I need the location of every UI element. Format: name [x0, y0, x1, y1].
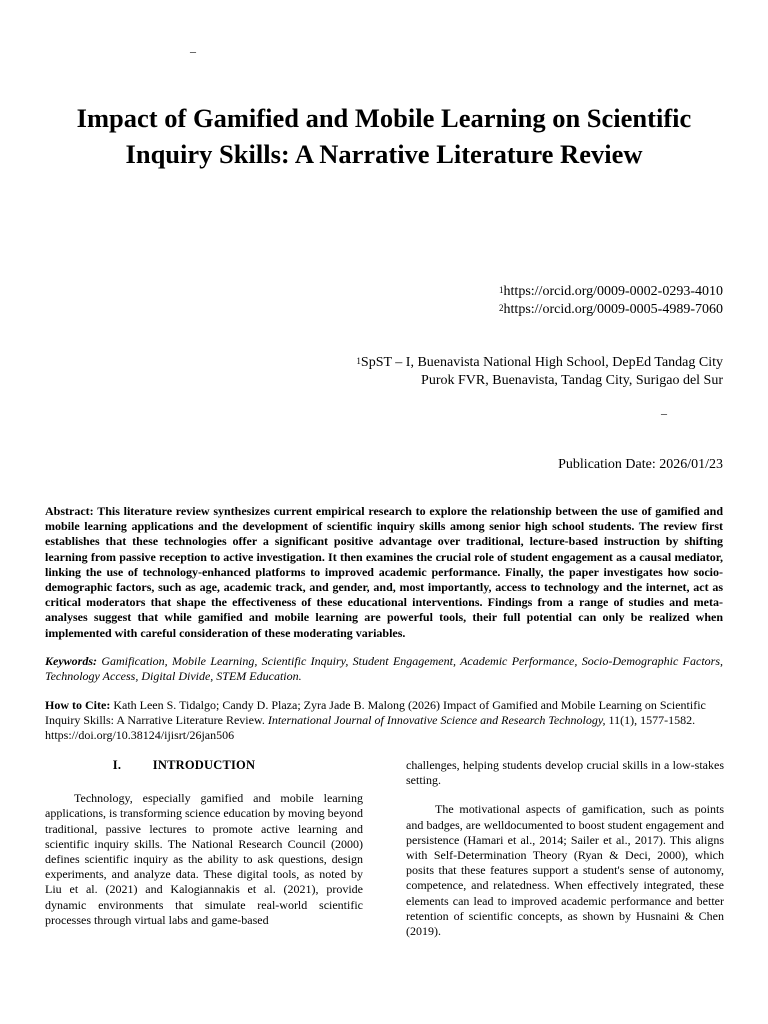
orcid-1-sup: 1 — [499, 285, 504, 295]
orcid-2[interactable] — [499, 301, 723, 319]
affiliation-sup: 1 — [356, 356, 361, 366]
orcid-1[interactable] — [499, 283, 723, 301]
right-column — [406, 758, 724, 939]
keywords-label: Keywords: — [45, 654, 97, 668]
paper-title: Impact of Gamified and Mobile Learning on Scientific Inquiry Skills: A Narrative Literature Review — [76, 103, 692, 169]
how-to-cite — [45, 698, 725, 744]
keywords — [45, 654, 723, 684]
left-column — [45, 758, 363, 928]
mid-dash: – — [661, 406, 667, 420]
keywords-text: Gamification, Mobile Learning, Scientific Inquiry, Student Engagement, Academic Performance, Socio-Demographic Factors, Technology Access, Digital Divide, STEM Education. — [45, 654, 724, 684]
how-to-cite-label: How to Cite: — [45, 698, 111, 712]
affiliation-text-1: SpST – I, Buenavista National High School, DepEd Tandag City — [360, 355, 723, 370]
affiliation-line-2: Purok FVR, Buenavista, Tandag City, Surigao del Sur — [421, 373, 723, 388]
affiliation-line-1 — [356, 354, 723, 372]
intro-paragraph-1-continued: challenges, helping students develop crucial skills in a low-stakes setting. — [406, 758, 724, 788]
intro-paragraph-1: Technology, especially gamified and mobile learning applications, is transforming science education by moving beyond traditional, passive lectures to promote active learning and scientific inquiry skills. The National Research Council (2000) defines scientific inquiry as the ability to ask questions, design experiments, and analyze data. These digital tools, as noted by Liu et al. (2021) and Kalogiannakis et al. (2021), provide dynamic environments that simulate real-world scientific processes through virtual labs and game-based — [45, 791, 363, 927]
section-heading — [45, 758, 363, 773]
top-dash: – — [190, 44, 196, 58]
orcid-1-link[interactable]: https://orcid.org/0009-0002-0293-4010 — [503, 284, 723, 299]
section-title: INTRODUCTION — [152, 758, 256, 772]
abstract: Abstract: This literature review synthesizes current empirical research to explore the relationship between the use of gamified and mobile learning applications and the development of scientific inquiry skills among senior high school students. The review first establishes that these technologies offer a significant positive advantage over traditional, lecture-based instruction by shifting learning from passive reception to active investigation. It then examines the crucial role of student engagement as a causal mediator, linking the use of technology-enhanced platforms to improved academic performance. Finally, the paper investigates how socio-demographic factors, such as age, academic track, and gender, and, most importantly, access to technology and the internet, act as critical moderators that shape the effectiveness of these educational interventions. Findings from a range of studies and meta-analyses suggest that while gamified and mobile learning are powerful tools, their full potential can only be realized when implemented with careful consideration of these moderating variables. — [45, 504, 723, 640]
how-to-cite-journal: International Journal of Innovative Science and Research Technology, — [267, 713, 606, 728]
how-to-cite-doi[interactable]: https://doi.org/10.38124/ijisrt/26jan506 — [45, 728, 235, 743]
how-to-cite-text: Kath Leen S. Tidalgo; Candy D. Plaza; Zyra Jade B. Malong (2026) Impact of Gamified and Mobile Learning on Scientific Inquiry Skills: A Narrative Literature Review. — [45, 698, 706, 728]
orcid-2-sup: 2 — [499, 303, 504, 313]
publication-date: Publication Date: 2026/01/23 — [558, 457, 723, 472]
intro-paragraph-2: The motivational aspects of gamification, such as points and badges, are welldocumented to boost student engagement and persistence (Hamari et al., 2014; Sailer et al., 2017). This aligns with Self-Determination Theory (Ryan & Deci, 2000), which posits that these features support a student's sense of autonomy, competence, and relatedness. When effectively integrated, these elements can lead to improved academic performance and better retention of scientific concepts, as shown by Husnaini & Chen (2019). — [406, 802, 724, 939]
how-to-cite-tail: 11(1), 1577-1582. — [608, 713, 696, 728]
section-number: I. — [112, 758, 122, 772]
orcid-2-link[interactable]: https://orcid.org/0009-0005-4989-7060 — [503, 302, 723, 317]
